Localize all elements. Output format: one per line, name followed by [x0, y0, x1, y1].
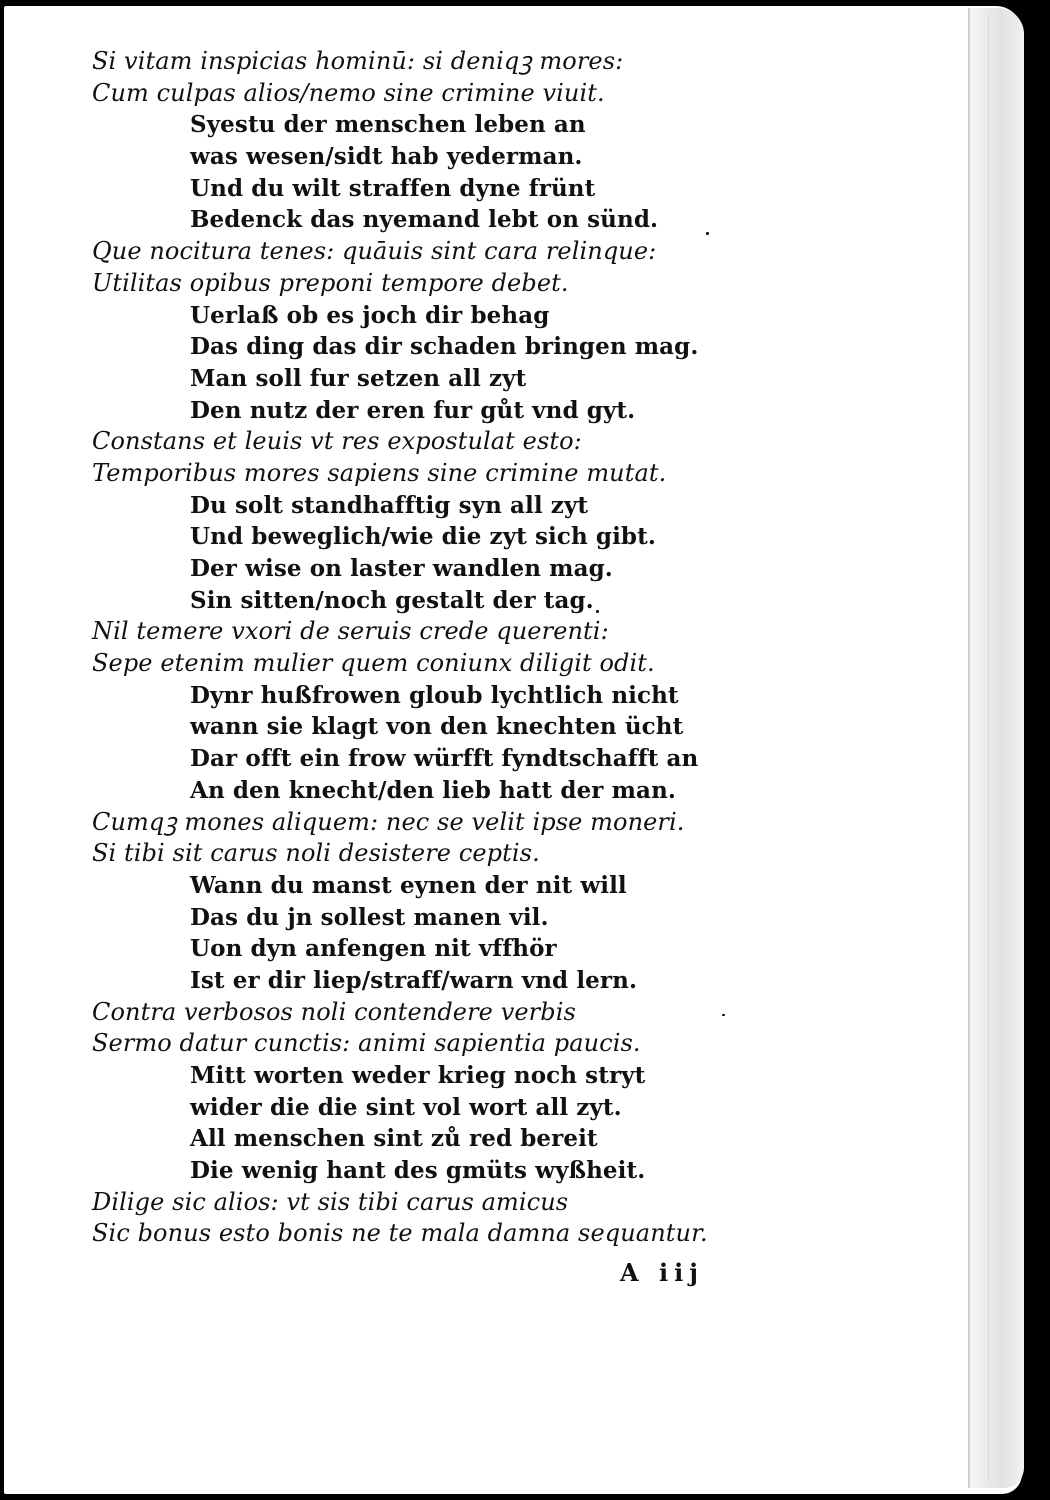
german-verse-line: An den knecht/den lieb hatt der man. [190, 776, 676, 804]
german-verse-line: Die wenig hant des gmüts wyßheit. [190, 1157, 646, 1185]
latin-verse-line: Cum culpas alios/nemo sine crimine viuit. [92, 78, 605, 107]
ink-speck [706, 232, 709, 235]
latin-verse-line: Si tibi sit carus noli desistere ceptis. [92, 839, 540, 868]
german-verse-line: Sin sitten/noch gestalt der tag. [190, 586, 594, 614]
verse-text-block [86, 46, 966, 1250]
german-verse-line: Der wise on laster wandlen mag. [190, 555, 613, 582]
german-verse-line: Bedenck das nyemand lebt on sünd. [190, 206, 659, 234]
german-verse-line: Uerlaß ob es joch dir behag [190, 301, 550, 329]
german-verse-line: Den nutz der eren fur gůt vnd gyt. [190, 396, 636, 424]
german-verse-line: Und du wilt straffen dyne frünt [190, 174, 596, 202]
latin-verse-line: Dilige sic alios: vt sis tibi carus amicus [92, 1187, 569, 1216]
german-verse-line: Mitt worten weder krieg noch stryt [190, 1062, 646, 1089]
german-verse-line: Man soll fur setzen all zyt [190, 364, 527, 392]
german-verse-line: Das du jn sollest manen vil. [190, 903, 549, 931]
german-verse-line: Und beweglich/wie die zyt sich gibt. [190, 523, 656, 551]
latin-verse-line: Temporibus mores sapiens sine crimine mutat. [92, 458, 667, 487]
german-verse-line: Dynr hußfrowen gloub lychtlich nicht [190, 681, 679, 709]
latin-verse-line: Constans et leuis vt res expostulat esto: [92, 427, 582, 456]
german-verse-line: Ist er dir liep/straff/warn vnd lern. [190, 966, 638, 994]
latin-verse-line: Contra verbosos noli contendere verbis [92, 997, 576, 1026]
latin-verse-line: Sepe etenim mulier quem coniunx diligit odit. [92, 649, 655, 678]
german-verse-line: Das ding das dir schaden bringen mag. [190, 333, 699, 361]
latin-verse-line: Si vitam inspicias hominū: si deniqꝫ mores: [92, 47, 624, 75]
page-edge-stack [968, 8, 1024, 1488]
german-verse-line: Du solt standhafftig syn all zyt [190, 491, 589, 519]
german-verse-line: Wann du manst eynen der nit will [190, 871, 627, 899]
german-verse-line: All menschen sint zů red bereit [190, 1125, 598, 1153]
german-verse-line: Syestu der menschen leben an [190, 111, 586, 139]
german-verse-line: wider die die sint vol wort all zyt. [190, 1093, 622, 1121]
latin-verse-line: Sic bonus esto bonis ne te mala damna sequantur. [92, 1219, 708, 1248]
latin-verse-line: Utilitas opibus preponi tempore debet. [92, 268, 569, 297]
german-verse-line: was wesen/sidt hab yederman. [190, 143, 583, 171]
latin-verse-line: Cumqꝫ mones aliquem: nec se velit ipse moneri. [92, 807, 685, 836]
latin-verse-line: Sermo datur cunctis: animi sapientia paucis. [92, 1029, 641, 1058]
ink-speck [722, 1014, 725, 1016]
german-verse-line: Uon dyn anfengen nit vffhör [190, 935, 557, 963]
latin-verse-line: Nil temere vxori de seruis crede querenti: [92, 617, 609, 646]
signature-mark: A iij [620, 1258, 704, 1287]
german-verse-line: Dar offt ein frow würfft fyndtschafft an [190, 745, 699, 773]
german-verse-line: wann sie klagt von den knechten ücht [190, 713, 684, 741]
ink-speck [596, 610, 599, 613]
latin-verse-line: Que nocitura tenes: quāuis sint cara relinque: [92, 237, 657, 266]
